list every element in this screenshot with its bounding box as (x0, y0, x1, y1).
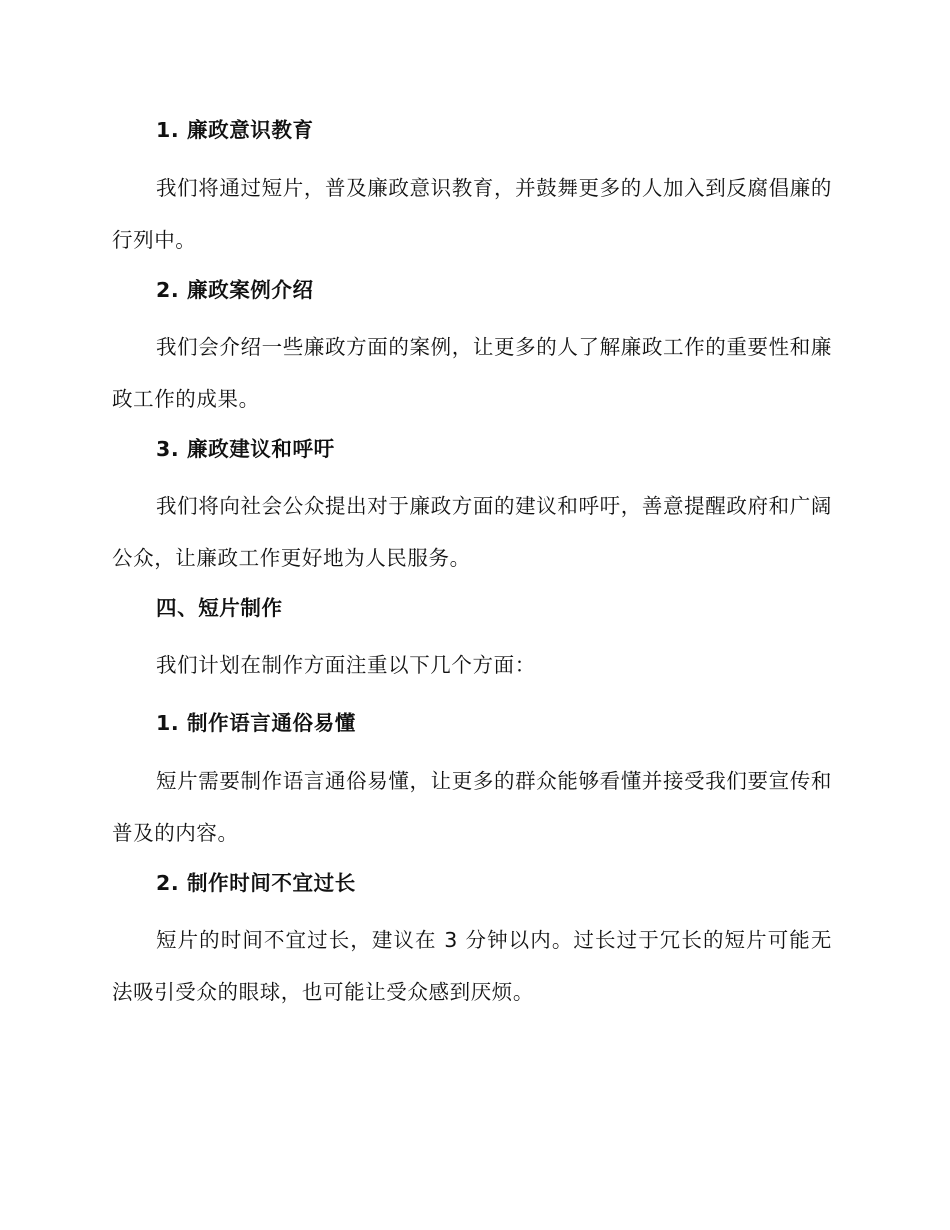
section-heading-awareness-education: 1. 廉政意识教育 (156, 118, 314, 142)
paragraph-short-duration: 短片的时间不宜过长，建议在 3 分钟以内。过长过于冗长的短片可能无法吸引受众的眼球，也可能让受众感到厌烦。 (112, 928, 832, 1004)
section-heading-suggestions-appeal: 3. 廉政建议和呼吁 (156, 437, 335, 461)
section-heading-short-duration: 2. 制作时间不宜过长 (156, 871, 356, 895)
paragraph-case-introduction: 我们会介绍一些廉政方面的案例，让更多的人了解廉政工作的重要性和廉政工作的成果。 (112, 335, 832, 411)
section-heading-video-production: 四、短片制作 (156, 596, 283, 620)
paragraph-awareness-education: 我们将通过短片，普及廉政意识教育，并鼓舞更多的人加入到反腐倡廉的行列中。 (112, 176, 832, 252)
paragraph-suggestions-appeal: 我们将向社会公众提出对于廉政方面的建议和呼吁，善意提醒政府和广阔公众，让廉政工作更好地为人民服务。 (112, 494, 832, 570)
section-heading-plain-language: 1. 制作语言通俗易懂 (156, 711, 356, 735)
paragraph-production-intro: 我们计划在制作方面注重以下几个方面： (156, 653, 536, 677)
section-heading-case-introduction: 2. 廉政案例介绍 (156, 278, 314, 302)
paragraph-plain-language: 短片需要制作语言通俗易懂，让更多的群众能够看懂并接受我们要宣传和普及的内容。 (112, 769, 832, 845)
